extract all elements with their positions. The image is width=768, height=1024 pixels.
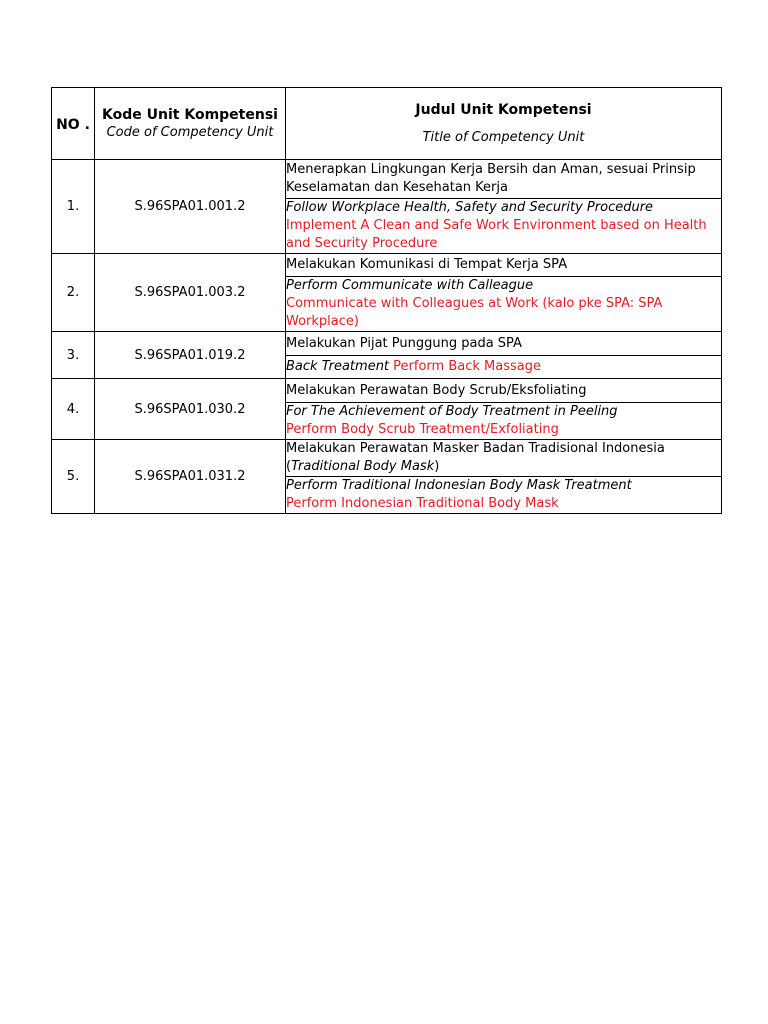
row-title-en-cell bbox=[286, 403, 722, 440]
row-code: S.96SPA01.030.2 bbox=[95, 379, 286, 440]
row-title-en-cell bbox=[286, 277, 722, 332]
row-number: 2. bbox=[52, 254, 95, 332]
header-title-en: Title of Competency Unit bbox=[422, 130, 585, 145]
table-row bbox=[52, 440, 722, 477]
header-code-en: Code of Competency Unit bbox=[106, 125, 274, 140]
row-note: Perform Body Scrub Treatment/Exfoliating bbox=[286, 422, 559, 437]
row-title-id: Melakukan Pijat Punggung pada SPA bbox=[286, 332, 722, 356]
row-note: Perform Indonesian Traditional Body Mask bbox=[286, 496, 559, 511]
header-title-id: Judul Unit Kompetensi bbox=[415, 102, 592, 118]
row-title-en-cell bbox=[286, 356, 722, 379]
row-note: Perform Back Massage bbox=[393, 359, 541, 374]
header-no-label: NO . bbox=[56, 116, 90, 133]
row-title-en: Follow Workplace Health, Safety and Security Procedure bbox=[286, 200, 654, 215]
row-title-id bbox=[286, 440, 722, 477]
row-title-id: Menerapkan Lingkungan Kerja Bersih dan Aman, sesuai Prinsip Keselamatan dan Kesehatan Kerja bbox=[286, 160, 722, 199]
header-title bbox=[286, 88, 722, 160]
row-code: S.96SPA01.003.2 bbox=[95, 254, 286, 332]
row-code: S.96SPA01.019.2 bbox=[95, 332, 286, 379]
header-code-id: Kode Unit Kompetensi bbox=[102, 107, 278, 123]
table-row bbox=[52, 254, 722, 277]
row-number: 3. bbox=[52, 332, 95, 379]
row-title-id-italic: Traditional Body Mask bbox=[291, 459, 435, 474]
row-title-id-prefix: Melakukan Perawatan Masker Badan Tradisional Indonesia ( bbox=[286, 441, 665, 474]
header-code bbox=[95, 88, 286, 160]
row-title-id: Melakukan Komunikasi di Tempat Kerja SPA bbox=[286, 254, 722, 277]
row-title-en: Perform Communicate with Calleague bbox=[286, 278, 534, 293]
table-row bbox=[52, 332, 722, 356]
header-no bbox=[52, 88, 95, 160]
row-note: Communicate with Colleagues at Work (kalo pke SPA: SPA Workplace) bbox=[286, 296, 663, 329]
row-title-en: Back Treatment bbox=[286, 359, 390, 374]
row-number: 1. bbox=[52, 160, 95, 254]
competency-table bbox=[51, 87, 722, 514]
table-row bbox=[52, 379, 722, 403]
table-header-row bbox=[52, 88, 722, 160]
row-title-en-cell bbox=[286, 477, 722, 514]
row-title-en-cell bbox=[286, 199, 722, 254]
row-title-en: For The Achievement of Body Treatment in Peeling bbox=[286, 404, 618, 419]
table-row bbox=[52, 160, 722, 199]
row-title-id: Melakukan Perawatan Body Scrub/Eksfoliating bbox=[286, 379, 722, 403]
row-note: Implement A Clean and Safe Work Environment based on Health and Security Procedure bbox=[286, 218, 707, 251]
row-title-en: Perform Traditional Indonesian Body Mask Treatment bbox=[286, 478, 632, 493]
row-title-id-suffix: ) bbox=[434, 459, 440, 474]
row-number: 5. bbox=[52, 440, 95, 514]
row-code: S.96SPA01.031.2 bbox=[95, 440, 286, 514]
row-number: 4. bbox=[52, 379, 95, 440]
row-code: S.96SPA01.001.2 bbox=[95, 160, 286, 254]
